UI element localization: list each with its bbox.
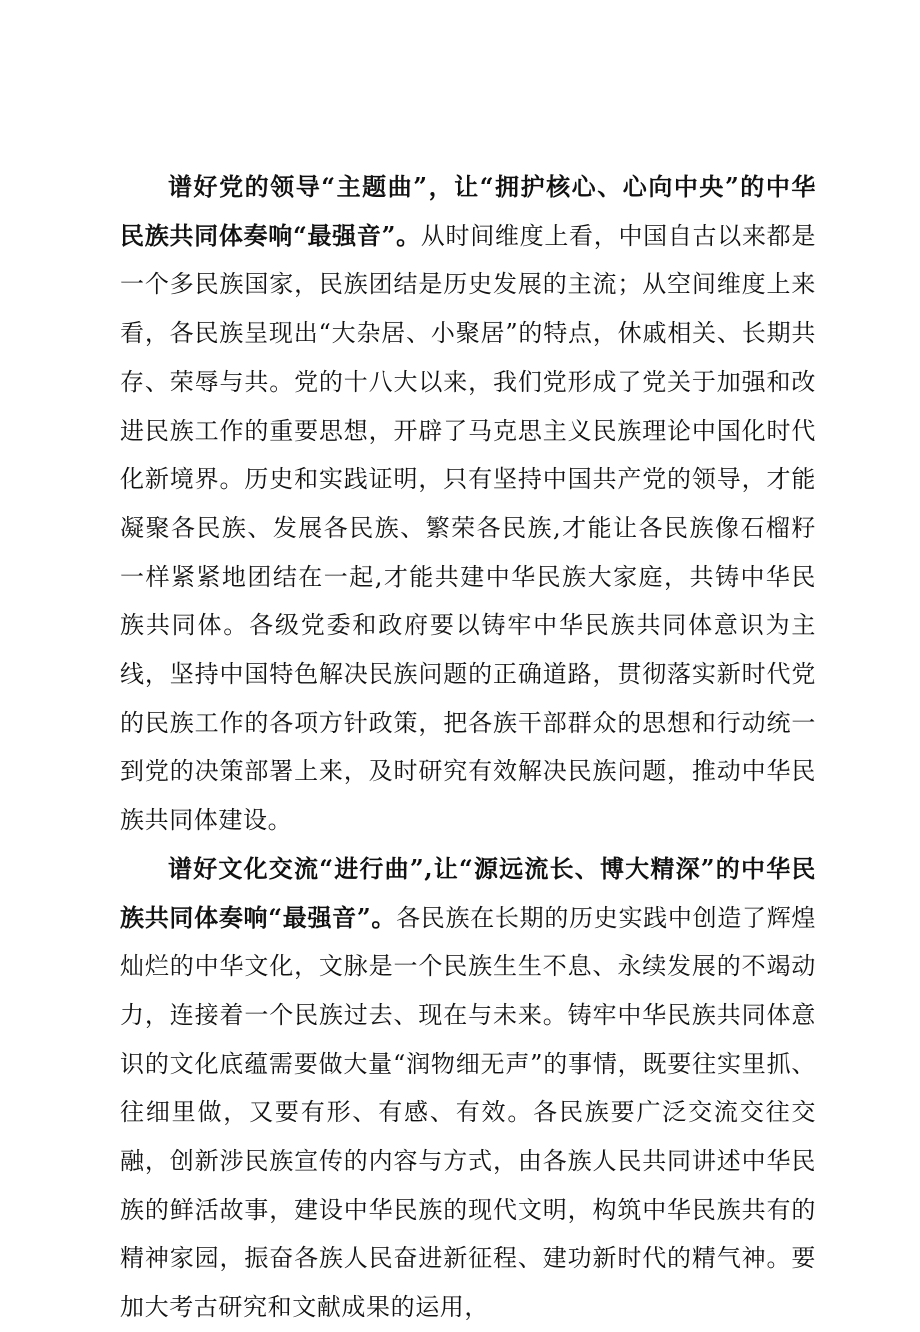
paragraph-2-lead: 谱好文化交流“进行曲”,让“源远流长、博大精深”的中华民族共同体奏响“最强音”。	[120, 853, 816, 932]
document-body	[120, 163, 816, 1332]
paragraph-1-lead: 谱好党的领导“主题曲”，让“拥护核心、心向中央”的中华民族共同体奏响“最强音”。	[120, 172, 816, 250]
paragraph-1	[120, 163, 816, 845]
paragraph-2	[120, 845, 816, 1332]
paragraph-2-body: 各民族在长期的历史实践中创造了辉煌灿烂的中华文化，文脉是一个民族生生不息、永续发展的不竭动力，连接着一个民族过去、现在与未来。铸牢中华民族共同体意识的文化底蕴需要做大量“润物细无声”的事情，既要往实里抓、往细里做，又要有形、有感、有效。各民族要广泛交流交往交融，创新涉民族宣传的内容与方式，由各族人民共同讲述中华民族的鲜活故事，建设中华民族的现代文明，构筑中华民族共有的精神家园，振奋各族人民奋进新征程、建功新时代的精气神。要加大考古研究和文献成果的运用，	[120, 903, 816, 1322]
paragraph-1-body: 从时间维度上看，中国自古以来都是一个多民族国家，民族团结是历史发展的主流；从空间维度上来看，各民族呈现出“大杂居、小聚居”的特点，休戚相关、长期共存、荣辱与共。党的十八大以来，我们党形成了党关于加强和改进民族工作的重要思想，开辟了马克思主义民族理论中国化时代化新境界。历史和实践证明，只有坚持中国共产党的领导，才能凝聚各民族、发展各民族、繁荣各民族,才能让各民族像石榴籽一样紧紧地团结在一起,才能共建中华民族大家庭，共铸中华民族共同体。各级党委和政府要以铸牢中华民族共同体意识为主线，坚持中国特色解决民族问题的正确道路，贯彻落实新时代党的民族工作的各项方针政策，把各族干部群众的思想和行动统一到党的决策部署上来，及时研究有效解决民族问题，推动中华民族共同体建设。	[120, 221, 816, 835]
